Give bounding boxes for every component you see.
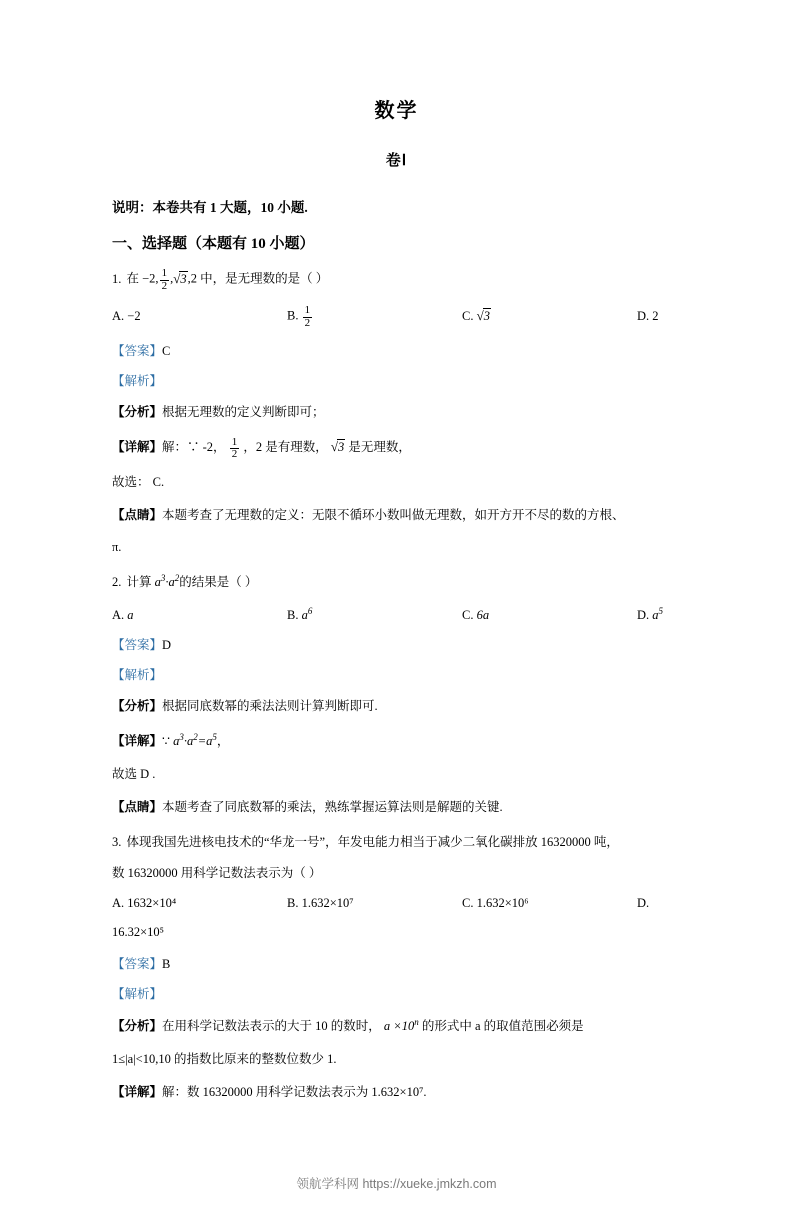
question-2-analysis [112,696,681,717]
analysis-head-label: 【解析】 [112,374,163,389]
choice-2-b [287,606,462,623]
analysis-label: 【分析】 [112,698,163,713]
question-3-analysis-a: 在用科学记数法表示的大于 10 的数时， [162,1019,381,1034]
choice-3-d [637,896,757,911]
fraction-one-half: $\frac{1}{2}$ [161,267,168,292]
choice-3-b-text: 1.632×10⁷ [301,896,354,911]
question-1-detail [112,436,681,461]
question-1-highlight-cont: π. [112,540,122,555]
question-3-detail [112,1082,681,1103]
question-1-highlight-text: 本题考查了无理数的定义：无限不循环小数叫做无理数，如开方开不尽的数的方根、 [162,508,625,523]
question-2-detail-a: ∵ [162,734,170,749]
choice-3-b [287,896,462,911]
question-2-choices [112,606,681,623]
question-1-stem-mid: , [170,271,174,286]
question-1-analysis-head [112,371,681,389]
question-1-answer-value: C [162,344,171,359]
sqrt-three-icon: √3 [330,439,345,455]
answer-label: 【答案】 [112,344,163,359]
choice-3-d-tag: D. [637,896,650,911]
fraction-one-half: $\frac{1}{2}$ [304,304,311,329]
choice-3-a [112,896,287,911]
question-3-stem [112,833,681,852]
sqrt-three-icon: √3 [173,270,187,286]
question-3-analysis-c: 1≤|a|<10,10 的指数比原来的整数位数少 1. [112,1051,337,1066]
choice-1-d-tag: D. [637,308,650,323]
question-3-answer-value: B [162,957,171,972]
choice-1-a-text: −2 [127,308,141,323]
expr-a-cubed-times-a-squared-equals-a-fifth: $a^3\cdot a^2=a^5$ [173,732,217,749]
question-3-analysis [112,1015,681,1037]
analysis-label: 【分析】 [112,405,163,420]
choice-1-a-tag: A. [112,308,125,323]
question-1-answer [112,341,681,359]
analysis-label: 【分析】 [112,1019,163,1034]
choice-1-d-text: 2 [652,308,659,323]
choice-2-d [637,606,757,623]
question-2-analysis-text: 根据同底数幂的乘法法则计算判断即可. [162,698,378,713]
question-3-stem-line2: 数 16320000 用科学记数法表示为（ ） [112,866,322,881]
choice-2-b-tag: B. [287,607,299,622]
question-3-answer [112,954,681,972]
choice-1-a [112,309,287,324]
analysis-head-label: 【解析】 [112,667,163,682]
page-title: 数学 [374,100,419,122]
footer-watermark: 领航学科网 https://xueke.jmkzh.com [296,1177,497,1191]
choice-2-a [112,608,287,623]
question-1-analysis [112,402,681,423]
question-2-highlight-text: 本题考查了同底数幂的乘法，熟练掌握运算法则是解题的关键. [162,799,503,814]
question-1-stem-suffix: ,2 中，是无理数的是（ ） [187,271,329,286]
question-3-analysis-b: 的形式中 a 的取值范围必须是 [421,1019,584,1034]
question-2-stem [112,572,681,593]
question-2-stem-suffix: 的结果是（ ） [179,575,258,590]
sqrt-three-icon: √3 [476,307,490,323]
choice-3-c [462,896,637,911]
detail-label: 【详解】 [112,440,163,455]
fraction-one-half: $\frac{1}{2}$ [231,435,238,461]
question-1-detail-c: 是无理数， [348,440,411,455]
choice-2-c [462,608,637,623]
expr-a-fifth: $a^5$ [652,605,664,622]
answer-label: 【答案】 [112,637,163,652]
question-3-choices [112,896,681,911]
choice-3-d-text: 16.32×10⁵ [112,925,165,940]
choice-2-c-tag: C. [462,607,474,622]
choice-3-b-tag: B. [287,896,299,911]
question-1-stem [112,268,681,292]
choice-1-b-tag: B. [287,308,299,323]
question-3-analysis-head [112,984,681,1002]
question-2-number: 2. [112,575,122,590]
question-1-highlight [112,505,681,526]
question-2-highlight [112,797,681,818]
question-2-answer [112,635,681,653]
paper-part-subtitle: 卷Ⅰ [385,153,408,169]
question-2-detail-b: ， [216,734,230,749]
paper-note: 说明：本卷共有 1 大题，10 小题. [112,200,308,215]
choice-3-c-text: 1.632×10⁶ [476,896,529,911]
detail-label: 【详解】 [112,734,163,749]
choice-2-d-tag: D. [637,607,650,622]
highlight-label: 【点睛】 [112,508,163,523]
question-1-stem-prefix: 在 −2, [126,271,159,286]
expr-a-sixth: $a^6$ [301,605,313,622]
choice-1-d [637,309,757,324]
question-1-analysis-text: 根据无理数的定义判断即可； [162,405,325,420]
question-1-choices [112,305,681,329]
answer-label: 【答案】 [112,957,163,972]
choice-2-a-tag: A. [112,607,125,622]
expr-a-times-ten-to-n: $a \times 10^n$ [383,1017,419,1034]
question-1-detail-a: 解：∵ -2， [162,440,226,455]
question-1-detail-conclusion: 故选： C. [112,475,165,490]
question-3-detail-text: 解：数 16320000 用科学记数法表示为 1.632×10⁷. [162,1084,427,1099]
question-1-number: 1. [112,271,122,286]
question-2-analysis-head [112,665,681,683]
expr-a-cubed-times-a-squared: $a^3\cdot a^2$ [154,573,180,590]
question-3-stem-line1: 体现我国先进核电技术的“华龙一号”，年发电能力相当于减少二氧化碳排放 16320000 吨， [126,834,619,849]
choice-1-c [462,308,637,324]
choice-2-a-text: a [127,607,134,622]
choice-1-c-tag: C. [462,308,474,323]
choice-3-a-tag: A. [112,896,125,911]
choice-3-c-tag: C. [462,896,474,911]
detail-label: 【详解】 [112,1084,163,1099]
question-1-detail-b: ，2 是有理数， [243,440,328,455]
question-2-detail-conclusion: 故选 D . [112,766,156,781]
choice-1-b [287,305,462,329]
analysis-head-label: 【解析】 [112,987,163,1002]
question-3-number: 3. [112,834,122,849]
question-2-detail [112,730,681,752]
highlight-label: 【点睛】 [112,799,163,814]
question-2-answer-value: D [162,637,172,652]
question-2-stem-prefix: 计算 [126,575,152,590]
choice-3-a-text: 1632×10⁴ [127,896,177,911]
document-page [0,94,793,1216]
expr-six-a: 6a [476,607,490,622]
section-heading: 一、选择题（本题有 10 小题） [112,236,315,252]
